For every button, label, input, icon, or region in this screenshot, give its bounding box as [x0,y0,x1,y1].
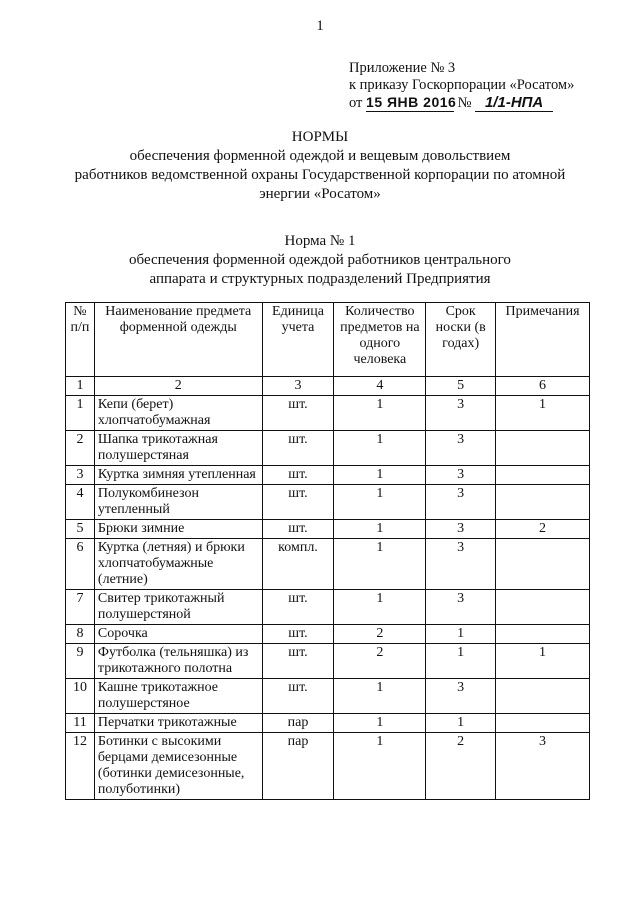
cell-number: 2 [66,431,95,466]
header-notes: Примечания [496,303,590,377]
cell-notes [496,590,590,625]
cell-wear-period: 1 [426,714,496,733]
cell-quantity: 1 [334,590,426,625]
cell-quantity: 1 [334,520,426,539]
column-number-row [66,377,590,396]
appendix-block [349,60,574,112]
cell-wear-period: 1 [426,644,496,679]
table-row [66,431,590,466]
table-row [66,733,590,800]
order-number-handwritten: 1/1-НПА [475,94,553,112]
cell-item-name: Футболка (тельняшка) из трикотажного полотна [94,644,262,679]
cell-quantity: 1 [334,539,426,590]
cell-unit: шт. [262,396,334,431]
cell-notes [496,625,590,644]
column-number: 5 [426,377,496,396]
cell-notes: 2 [496,520,590,539]
cell-quantity: 1 [334,431,426,466]
norms-table [65,302,590,800]
norm-line-1: обеспечения форменной одеждой работников центрального [129,252,511,268]
page-number: 1 [316,18,324,34]
cell-item-name: Куртка зимняя утепленная [94,466,262,485]
cell-wear-period: 3 [426,590,496,625]
cell-notes [496,714,590,733]
cell-item-name: Кепи (берет) хлопчатобумажная [94,396,262,431]
cell-wear-period: 3 [426,466,496,485]
cell-item-name: Кашне трикотажное полушерстяное [94,679,262,714]
cell-number: 4 [66,485,95,520]
heading-line-3: энергии «Росатом» [259,186,381,202]
column-number: 2 [94,377,262,396]
cell-unit: шт. [262,679,334,714]
cell-unit: пар [262,733,334,800]
cell-unit: шт. [262,644,334,679]
cell-unit: шт. [262,590,334,625]
cell-wear-period: 3 [426,485,496,520]
cell-quantity: 1 [334,733,426,800]
cell-unit: компл. [262,539,334,590]
header-item-name: Наименование предмета форменной одежды [94,303,262,377]
cell-quantity: 2 [334,644,426,679]
cell-notes [496,679,590,714]
cell-notes [496,539,590,590]
cell-number: 8 [66,625,95,644]
table-row [66,485,590,520]
cell-unit: шт. [262,520,334,539]
table-row [66,590,590,625]
cell-number: 1 [66,396,95,431]
cell-unit: шт. [262,466,334,485]
cell-wear-period: 3 [426,539,496,590]
cell-notes: 1 [496,396,590,431]
table-row [66,520,590,539]
cell-item-name: Шапка трикотажная полушерстяная [94,431,262,466]
norm-title: Норма № 1 [284,233,356,249]
appendix-date-number [349,94,574,112]
cell-item-name: Брюки зимние [94,520,262,539]
cell-quantity: 1 [334,396,426,431]
header-number: № п/п [66,303,95,377]
cell-item-name: Ботинки с высокими берцами демисезонные (ботинки демисезонные, полуботинки) [94,733,262,800]
table-row [66,679,590,714]
cell-number: 11 [66,714,95,733]
cell-number: 12 [66,733,95,800]
table-row [66,714,590,733]
table-row [66,539,590,590]
cell-quantity: 1 [334,485,426,520]
cell-quantity: 1 [334,466,426,485]
cell-quantity: 1 [334,714,426,733]
norm-heading [60,232,580,289]
cell-notes [496,485,590,520]
cell-unit: шт. [262,485,334,520]
cell-number: 7 [66,590,95,625]
cell-wear-period: 3 [426,679,496,714]
table-row [66,466,590,485]
cell-item-name: Свитер трикотажный полушерстяной [94,590,262,625]
cell-number: 10 [66,679,95,714]
cell-number: 3 [66,466,95,485]
cell-quantity: 1 [334,679,426,714]
header-unit: Единица учета [262,303,334,377]
heading-title: НОРМЫ [291,129,349,145]
cell-wear-period: 1 [426,625,496,644]
column-number: 3 [262,377,334,396]
cell-notes: 3 [496,733,590,800]
table-row [66,396,590,431]
table-row [66,625,590,644]
cell-item-name: Куртка (летняя) и брюки хлопчатобумажные (летние) [94,539,262,590]
cell-notes: 1 [496,644,590,679]
cell-wear-period: 2 [426,733,496,800]
column-number: 1 [66,377,95,396]
table-row [66,644,590,679]
column-number: 6 [496,377,590,396]
cell-number: 6 [66,539,95,590]
cell-wear-period: 3 [426,520,496,539]
cell-item-name: Перчатки трикотажные [94,714,262,733]
column-number: 4 [334,377,426,396]
cell-number: 5 [66,520,95,539]
cell-wear-period: 3 [426,396,496,431]
header-wear-period: Срок носки (в годах) [426,303,496,377]
cell-item-name: Сорочка [94,625,262,644]
cell-unit: шт. [262,431,334,466]
from-label: от [349,95,363,111]
document-heading [60,128,580,204]
cell-notes [496,466,590,485]
cell-unit: пар [262,714,334,733]
header-quantity: Количество предметов на одного человека [334,303,426,377]
cell-item-name: Полукомбинезон утепленный [94,485,262,520]
norm-line-2: аппарата и структурных подразделений Предприятия [149,271,491,287]
cell-number: 9 [66,644,95,679]
appendix-title: Приложение № 3 [349,60,456,76]
order-date-stamp: 15 ЯНВ 2016 [366,94,457,110]
number-label: № [457,95,472,111]
heading-line-1: обеспечения форменной одеждой и вещевым довольствием [129,148,511,164]
cell-unit: шт. [262,625,334,644]
cell-quantity: 2 [334,625,426,644]
table-body [66,396,590,800]
cell-notes [496,431,590,466]
heading-line-2: работников ведомственной охраны Государственной корпорации по атомной [74,167,566,183]
table-header-row [66,303,590,377]
cell-wear-period: 3 [426,431,496,466]
appendix-order-ref: к приказу Госкорпорации «Росатом» [349,77,575,93]
